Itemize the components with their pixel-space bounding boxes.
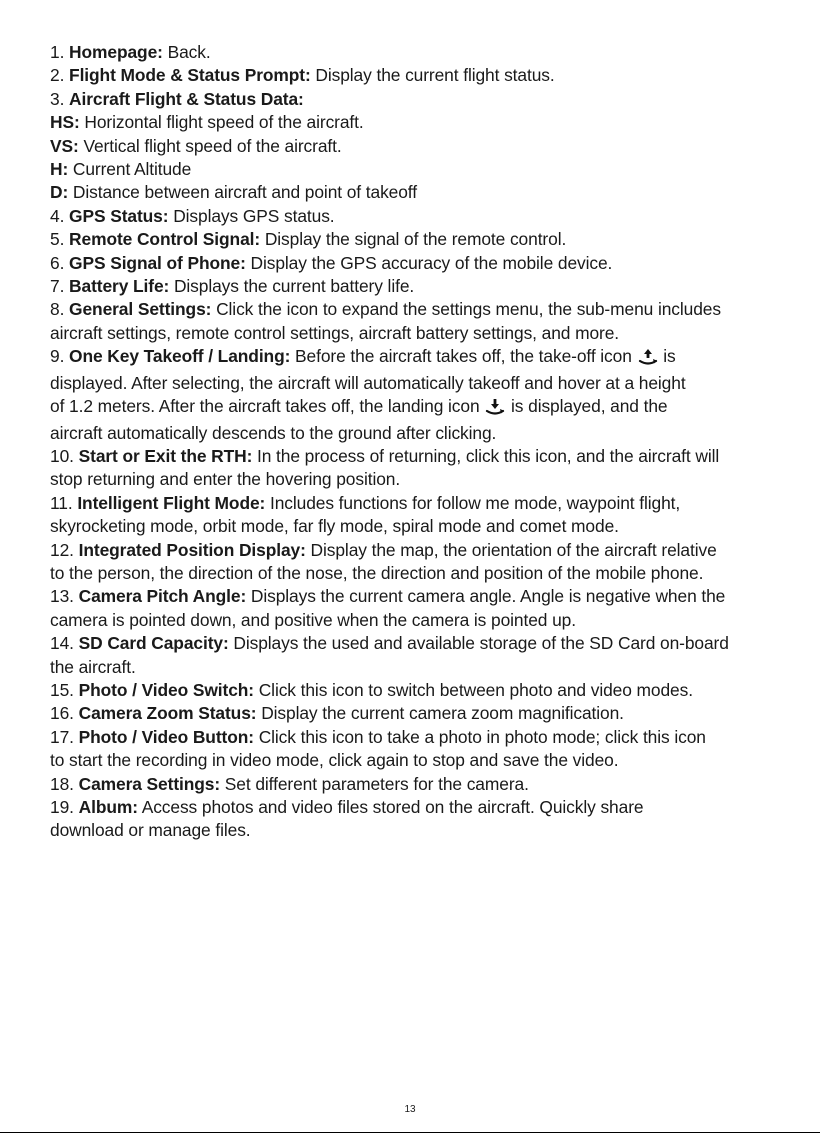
footer-rule xyxy=(0,1132,820,1133)
list-item: 13. Camera Pitch Angle: Displays the current camera angle. Angle is negative when the xyxy=(50,586,726,607)
item-title: Flight Mode & Status Prompt: xyxy=(69,65,311,86)
list-item: 19. Album: Access photos and video files stored on the aircraft. Quickly share xyxy=(50,797,644,817)
list-item-continuation: stop returning and enter the hovering position. xyxy=(50,469,401,490)
item-title: Aircraft Flight & Status Data: xyxy=(69,88,304,109)
item-desc: Displays the current battery life. xyxy=(173,276,415,297)
list-item: 17. Photo / Video Button: Click this icon to take a photo in photo mode; click this icon xyxy=(50,726,706,747)
page-number: 13 xyxy=(404,1104,416,1115)
sub-item-title: D: xyxy=(50,182,69,203)
list-item-continuation: download or manage files. xyxy=(50,820,251,841)
list-item-continuation: the aircraft. xyxy=(50,656,136,677)
list-item: 9. One Key Takeoff / Landing: Before the aircraft takes off, the take-off icon is xyxy=(50,345,790,371)
sub-item xyxy=(50,111,790,134)
list-item: 15. Photo / Video Switch: Click this icon to switch between photo and video modes. xyxy=(50,679,693,700)
list-item: 5. Remote Control Signal: Display the signal of the remote control. xyxy=(50,229,567,250)
item-title: Intelligent Flight Mode: xyxy=(77,492,266,513)
list-item-continuation: skyrocketing mode, orbit mode, far fly mode, spiral mode and comet mode. xyxy=(50,516,619,537)
list-item-continuation: aircraft automatically descends to the ground after clicking. xyxy=(50,422,497,443)
landing-icon xyxy=(485,398,505,421)
item-desc: Display the GPS accuracy of the mobile device. xyxy=(250,252,613,273)
sub-item xyxy=(50,158,790,181)
list-item-continuation: to the person, the direction of the nose, the direction and position of the mobile phone. xyxy=(50,562,704,583)
list-item: 3. Aircraft Flight & Status Data: xyxy=(50,88,304,109)
sub-item-desc: Horizontal flight speed of the aircraft. xyxy=(84,112,364,133)
list-item-continuation: aircraft settings, remote control settings, aircraft battery settings, and more. xyxy=(50,322,620,343)
list-item: 12. Integrated Position Display: Display the map, the orientation of the aircraft relative xyxy=(50,539,717,560)
list-item: 1. Homepage: Back. xyxy=(50,42,211,62)
list-item-continuation: of 1.2 meters. After the aircraft takes off, the landing icon is displayed, and the xyxy=(50,395,790,421)
sub-item-title: VS: xyxy=(50,135,79,156)
item-desc: Back. xyxy=(167,42,211,62)
list-item: 18. Camera Settings: Set different parameters for the camera. xyxy=(50,773,529,794)
manual-body xyxy=(50,41,790,843)
list-item: 4. GPS Status: Displays GPS status. xyxy=(50,205,335,226)
sub-item-desc: Vertical flight speed of the aircraft. xyxy=(83,135,342,156)
sub-item-desc: Current Altitude xyxy=(72,159,192,180)
item-title: One Key Takeoff / Landing: xyxy=(69,346,291,367)
list-item: 14. SD Card Capacity: Displays the used and available storage of the SD Card on-board xyxy=(50,633,729,654)
sub-item xyxy=(50,181,790,204)
item-title: Camera Settings: xyxy=(78,773,221,794)
sub-item-title: HS: xyxy=(50,112,80,133)
item-title: Album: xyxy=(78,797,138,817)
list-item: 7. Battery Life: Displays the current battery life. xyxy=(50,276,415,297)
item-title: Photo / Video Button: xyxy=(78,726,254,747)
list-item: 2. Flight Mode & Status Prompt: Display the current flight status. xyxy=(50,65,555,86)
item-title: GPS Status: xyxy=(69,205,169,226)
item-title: Camera Zoom Status: xyxy=(78,703,257,724)
list-item: 10. Start or Exit the RTH: In the process of returning, click this icon, and the aircraft will xyxy=(50,445,720,466)
sub-item xyxy=(50,135,790,158)
item-title: Homepage: xyxy=(69,42,163,62)
list-item: 8. General Settings: Click the icon to expand the settings menu, the sub-menu includes xyxy=(50,299,721,320)
item-title: GPS Signal of Phone: xyxy=(69,252,246,273)
item-desc: Display the current flight status. xyxy=(315,65,555,86)
item-title: General Settings: xyxy=(69,299,212,320)
item-title: Camera Pitch Angle: xyxy=(78,586,247,607)
list-item: 11. Intelligent Flight Mode: Includes functions for follow me mode, waypoint flight, xyxy=(50,492,681,513)
sub-item-title: H: xyxy=(50,159,69,180)
list-item-continuation: to start the recording in video mode, click again to stop and save the video. xyxy=(50,750,619,771)
sub-item-desc: Distance between aircraft and point of takeoff xyxy=(72,182,417,203)
item-desc: Display the signal of the remote control. xyxy=(264,229,567,250)
item-title: Integrated Position Display: xyxy=(78,539,306,560)
list-item-continuation: displayed. After selecting, the aircraft will automatically takeoff and hover at a height xyxy=(50,372,686,393)
item-title: Battery Life: xyxy=(69,276,170,297)
takeoff-icon xyxy=(638,348,658,371)
list-item: 6. GPS Signal of Phone: Display the GPS accuracy of the mobile device. xyxy=(50,252,613,273)
list-item-continuation: camera is pointed down, and positive when the camera is pointed up. xyxy=(50,609,576,630)
list-item: 16. Camera Zoom Status: Display the current camera zoom magnification. xyxy=(50,703,624,724)
item-title: Start or Exit the RTH: xyxy=(78,445,253,466)
item-title: Photo / Video Switch: xyxy=(78,679,254,700)
item-title: Remote Control Signal: xyxy=(69,229,261,250)
item-desc: Displays GPS status. xyxy=(173,205,335,226)
item-title: SD Card Capacity: xyxy=(78,633,229,654)
